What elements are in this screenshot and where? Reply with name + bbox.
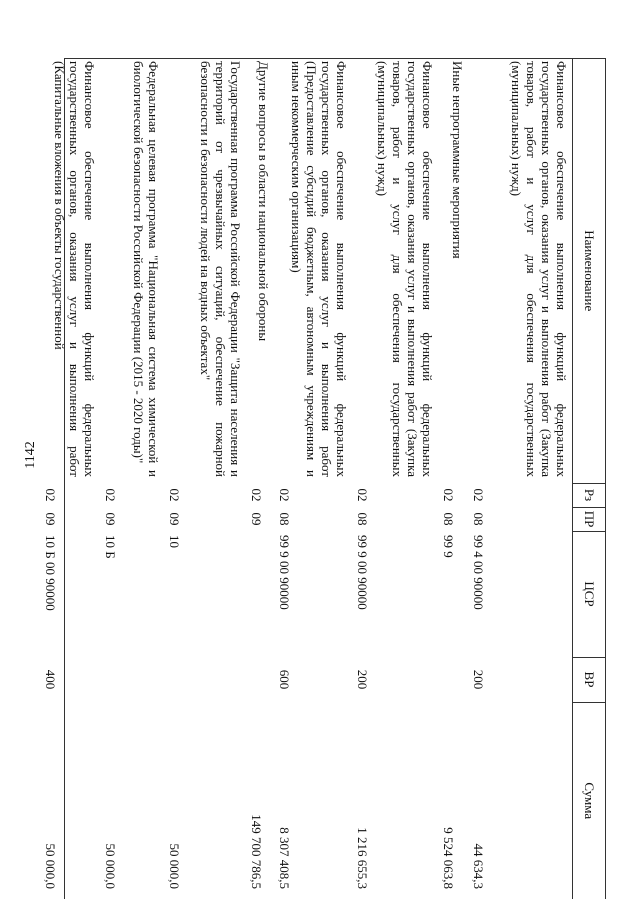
table-row	[165, 59, 247, 899]
table-row	[439, 59, 469, 899]
row-pr: 09	[167, 512, 183, 526]
table-header-row	[573, 59, 606, 899]
row-name: Государственная программа Российской Федерации "Защита населения и территорий от чрезвычайных ситуаций, обеспечение пожарной безопасности и безопасности людей на водных объектах"	[198, 61, 244, 477]
table-row	[41, 59, 101, 899]
row-csr: 99 4 00 90000	[471, 535, 487, 610]
row-vr: 400	[43, 669, 59, 690]
row-name: Федеральная целевая программа "Национальная система химической и биологической безопасности Российской Федерации (2015 - 2020 годы)"	[131, 61, 162, 477]
row-csr	[247, 531, 275, 657]
row-csr: 10 Б 00 90000	[43, 535, 59, 611]
row-rz: 02	[43, 488, 59, 502]
row-rz: 02	[277, 488, 293, 502]
row-name: Иные непрограммные мероприятия	[450, 61, 466, 259]
row-rz: 02	[167, 488, 183, 502]
row-sum: 50 000,0	[43, 843, 59, 889]
row-vr: 200	[355, 669, 371, 690]
header-csr: ЦСР	[573, 531, 606, 657]
row-vr	[101, 657, 165, 702]
budget-table	[41, 59, 606, 899]
row-sum: 9 524 063,8	[441, 827, 457, 889]
header-sum: Сумма	[573, 702, 606, 899]
table-row	[101, 59, 165, 899]
row-csr: 10 Б	[103, 535, 119, 559]
row-csr: 99 9	[441, 535, 457, 558]
row-pr: 08	[441, 512, 457, 526]
row-rz: 02	[355, 488, 371, 502]
row-pr: 09	[249, 512, 265, 526]
row-pr: 08	[277, 512, 293, 526]
row-sum: 8 307 408,5	[277, 827, 293, 889]
row-name: Другие вопросы в области национальной обороны	[256, 61, 272, 342]
row-name: Финансовое обеспечение выполнения функций федеральных государственных органов, оказания услуг и выполнения работ (Закупка товаров, работ и услуг для обеспечения государственных (муниципальных) нужд)	[375, 61, 436, 477]
row-sum: 50 000,0	[103, 843, 119, 889]
row-rz: 02	[103, 488, 119, 502]
row-pr: 09	[103, 512, 119, 526]
row-vr: 600	[277, 669, 293, 690]
row-pr: 08	[471, 512, 487, 526]
row-sum: 44 634,3	[471, 843, 487, 889]
row-rz: 02	[471, 488, 487, 502]
row-vr	[439, 657, 469, 702]
row-rz: 02	[249, 488, 265, 502]
table-row	[247, 59, 275, 899]
row-name: Финансовое обеспечение выполнения функций федеральных государственных органов, оказания услуг и выполнения работ (Закупка товаров, работ и услуг для обеспечения государственных (муниципальных) нужд)	[509, 61, 569, 477]
row-pr: 09	[43, 512, 59, 526]
row-sum: 149 700 786,5	[249, 814, 265, 889]
header-pr: ПР	[573, 507, 606, 531]
row-vr: 200	[471, 669, 487, 690]
page-number: 1142	[23, 441, 38, 469]
row-csr: 99 9 00 90000	[277, 535, 293, 610]
row-rz: 02	[441, 488, 457, 502]
row-vr	[247, 657, 275, 702]
row-pr: 08	[355, 512, 371, 526]
header-vr: ВР	[573, 657, 606, 702]
table-row	[353, 59, 439, 899]
header-rz: Рз	[573, 483, 606, 507]
row-name: Финансовое обеспечение выполнения функций федеральных государственных органов, оказания услуг и выполнения работ (Капитальные вложения в объекты государственной	[52, 61, 98, 477]
row-sum: 1 216 655,3	[355, 827, 371, 889]
row-name: Финансовое обеспечение выполнения функций федеральных государственных органов, оказания услуг и выполнения работ (Предоставление субсидий бюджетным, автономным учреждениям и иным некоммерческим организациям)	[289, 61, 350, 477]
table-row	[469, 59, 573, 899]
row-csr: 10	[167, 535, 183, 548]
budget-table-page	[43, 58, 606, 899]
table-row	[275, 59, 353, 899]
header-name: Наименование	[573, 59, 606, 483]
row-csr: 99 9 00 90000	[355, 535, 371, 610]
row-vr	[165, 657, 247, 702]
row-sum: 50 000,0	[167, 843, 183, 889]
